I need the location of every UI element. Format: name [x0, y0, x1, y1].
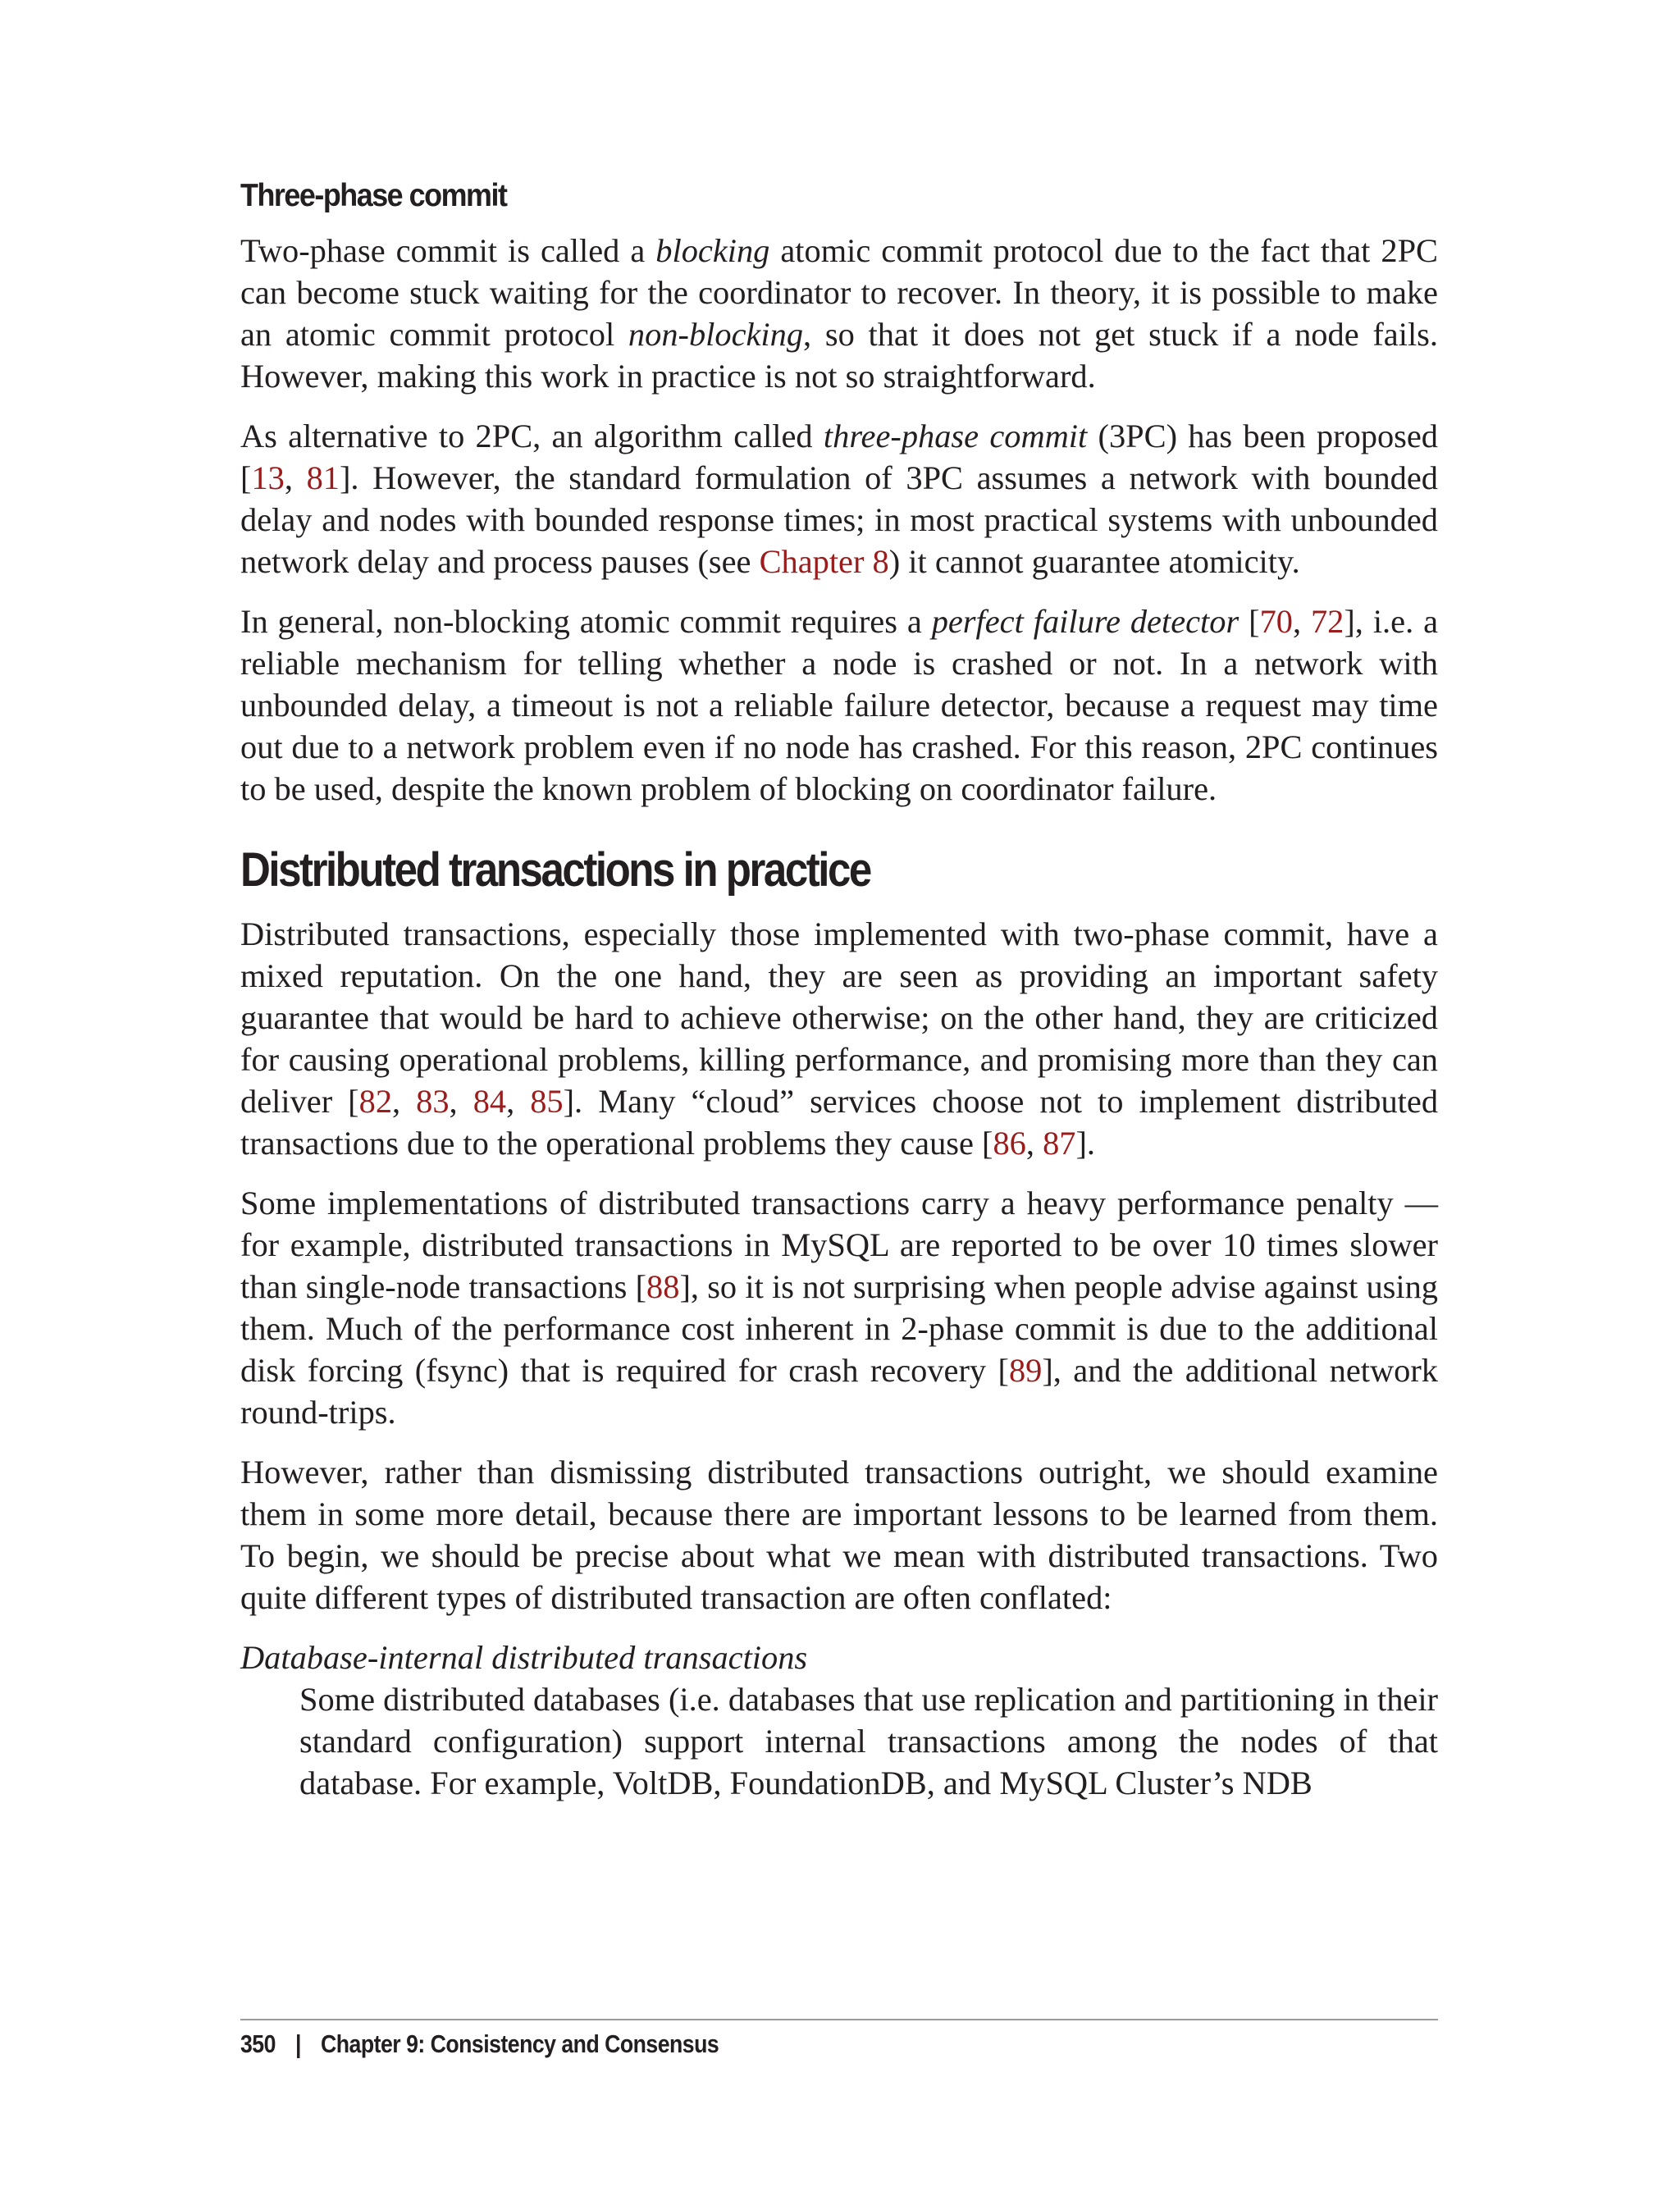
paragraph: However, rather than dismissing distributed transactions outright, we should examine them in some more detail, because there are important lessons to be learned from them. To begin, we should be precise about what we mean with distributed transactions. Two quite different types of distributed transaction are often conflated: — [240, 1454, 1438, 1616]
page-number: 350 — [240, 2029, 276, 2058]
section-heading-three-phase-commit: Three-phase commit — [240, 178, 507, 213]
citation-link[interactable]: 87 — [1043, 1125, 1076, 1162]
citation-link[interactable]: 82 — [358, 1083, 393, 1120]
page-content — [240, 161, 1438, 1822]
page-footer — [240, 2029, 719, 2059]
definition-term: Database-internal distributed transactions — [240, 1639, 808, 1676]
footer-separator: | — [295, 2029, 301, 2058]
definition-description: Some distributed databases (i.e. databases that use replication and partitioning in their standard configuration) support internal transactions among the nodes of that database. For example, VoltDB, FoundationDB, and MySQL Cluster’s NDB — [299, 1681, 1438, 1801]
chapter-link[interactable]: Chapter 8 — [759, 543, 889, 580]
paragraph: Two-phase commit is called a blocking atomic commit protocol due to the fact that 2PC can become stuck waiting for the coordinator to recover. In theory, it is possible to make an atomic commit protocol non-blocking, so that it does not get stuck if a node fails. However, making this work in practice is not so straightforward. — [240, 232, 1438, 395]
footer-divider — [240, 2019, 1438, 2020]
citation-link[interactable]: 70 — [1259, 603, 1293, 640]
citation-link[interactable]: 86 — [993, 1125, 1026, 1162]
citation-link[interactable]: 81 — [306, 459, 340, 496]
paragraph: Some implementations of distributed transactions carry a heavy performance penalty — for example, distributed transactions in MySQL are reported to be over 10 times slower than single-node transactions [88], so it is not surprising when people advise against using them. Much of the performance cost inherent in 2-phase commit is due to the additional disk forcing (fsync) that is required for crash recovery [89], and the additional network round-trips. — [240, 1185, 1439, 1431]
paragraph: In general, non-blocking atomic commit requires a perfect failure detector [70, 72], i.e. a reliable mechanism for telling whether a node is crashed or not. In a network with unbounded delay, a timeout is not a reliable failure detector, because a request may time out due to a network problem even if no node has crashed. For this reason, 2PC continues to be used, despite the known problem of blocking on coordinator failure. — [240, 603, 1439, 807]
citation-link[interactable]: 88 — [646, 1268, 680, 1305]
paragraph: Distributed transactions, especially those implemented with two-phase commit, have a mixed reputation. On the one hand, they are seen as providing an important safety guarantee that would be hard to achieve otherwise; on the other hand, they are criticized for causing operational problems, killing performance, and promising more than they can deliver [82, 83, 84, 85]. Many “cloud” services choose not to implement distributed transactions due to the operational problems they cause [86, 87]. — [240, 915, 1439, 1162]
citation-link[interactable]: 13 — [251, 459, 285, 496]
citation-link[interactable]: 89 — [1008, 1352, 1043, 1389]
section-heading-distributed-transactions: Distributed transactions in practice — [240, 843, 870, 897]
citation-link[interactable]: 84 — [472, 1083, 507, 1120]
citation-link[interactable]: 83 — [416, 1083, 450, 1120]
citation-link[interactable]: 72 — [1310, 603, 1344, 640]
paragraph: As alternative to 2PC, an algorithm called three-phase commit (3PC) has been proposed [13, 81]. However, the standard formulation of 3PC assumes a network with bounded delay and nodes with bounded response times; in most practical systems with unbounded network delay and process pauses (see Chapter 8) it cannot guarantee atomicity. — [240, 418, 1439, 580]
chapter-title: Chapter 9: Consistency and Consensus — [321, 2029, 719, 2058]
citation-link[interactable]: 85 — [530, 1083, 564, 1120]
